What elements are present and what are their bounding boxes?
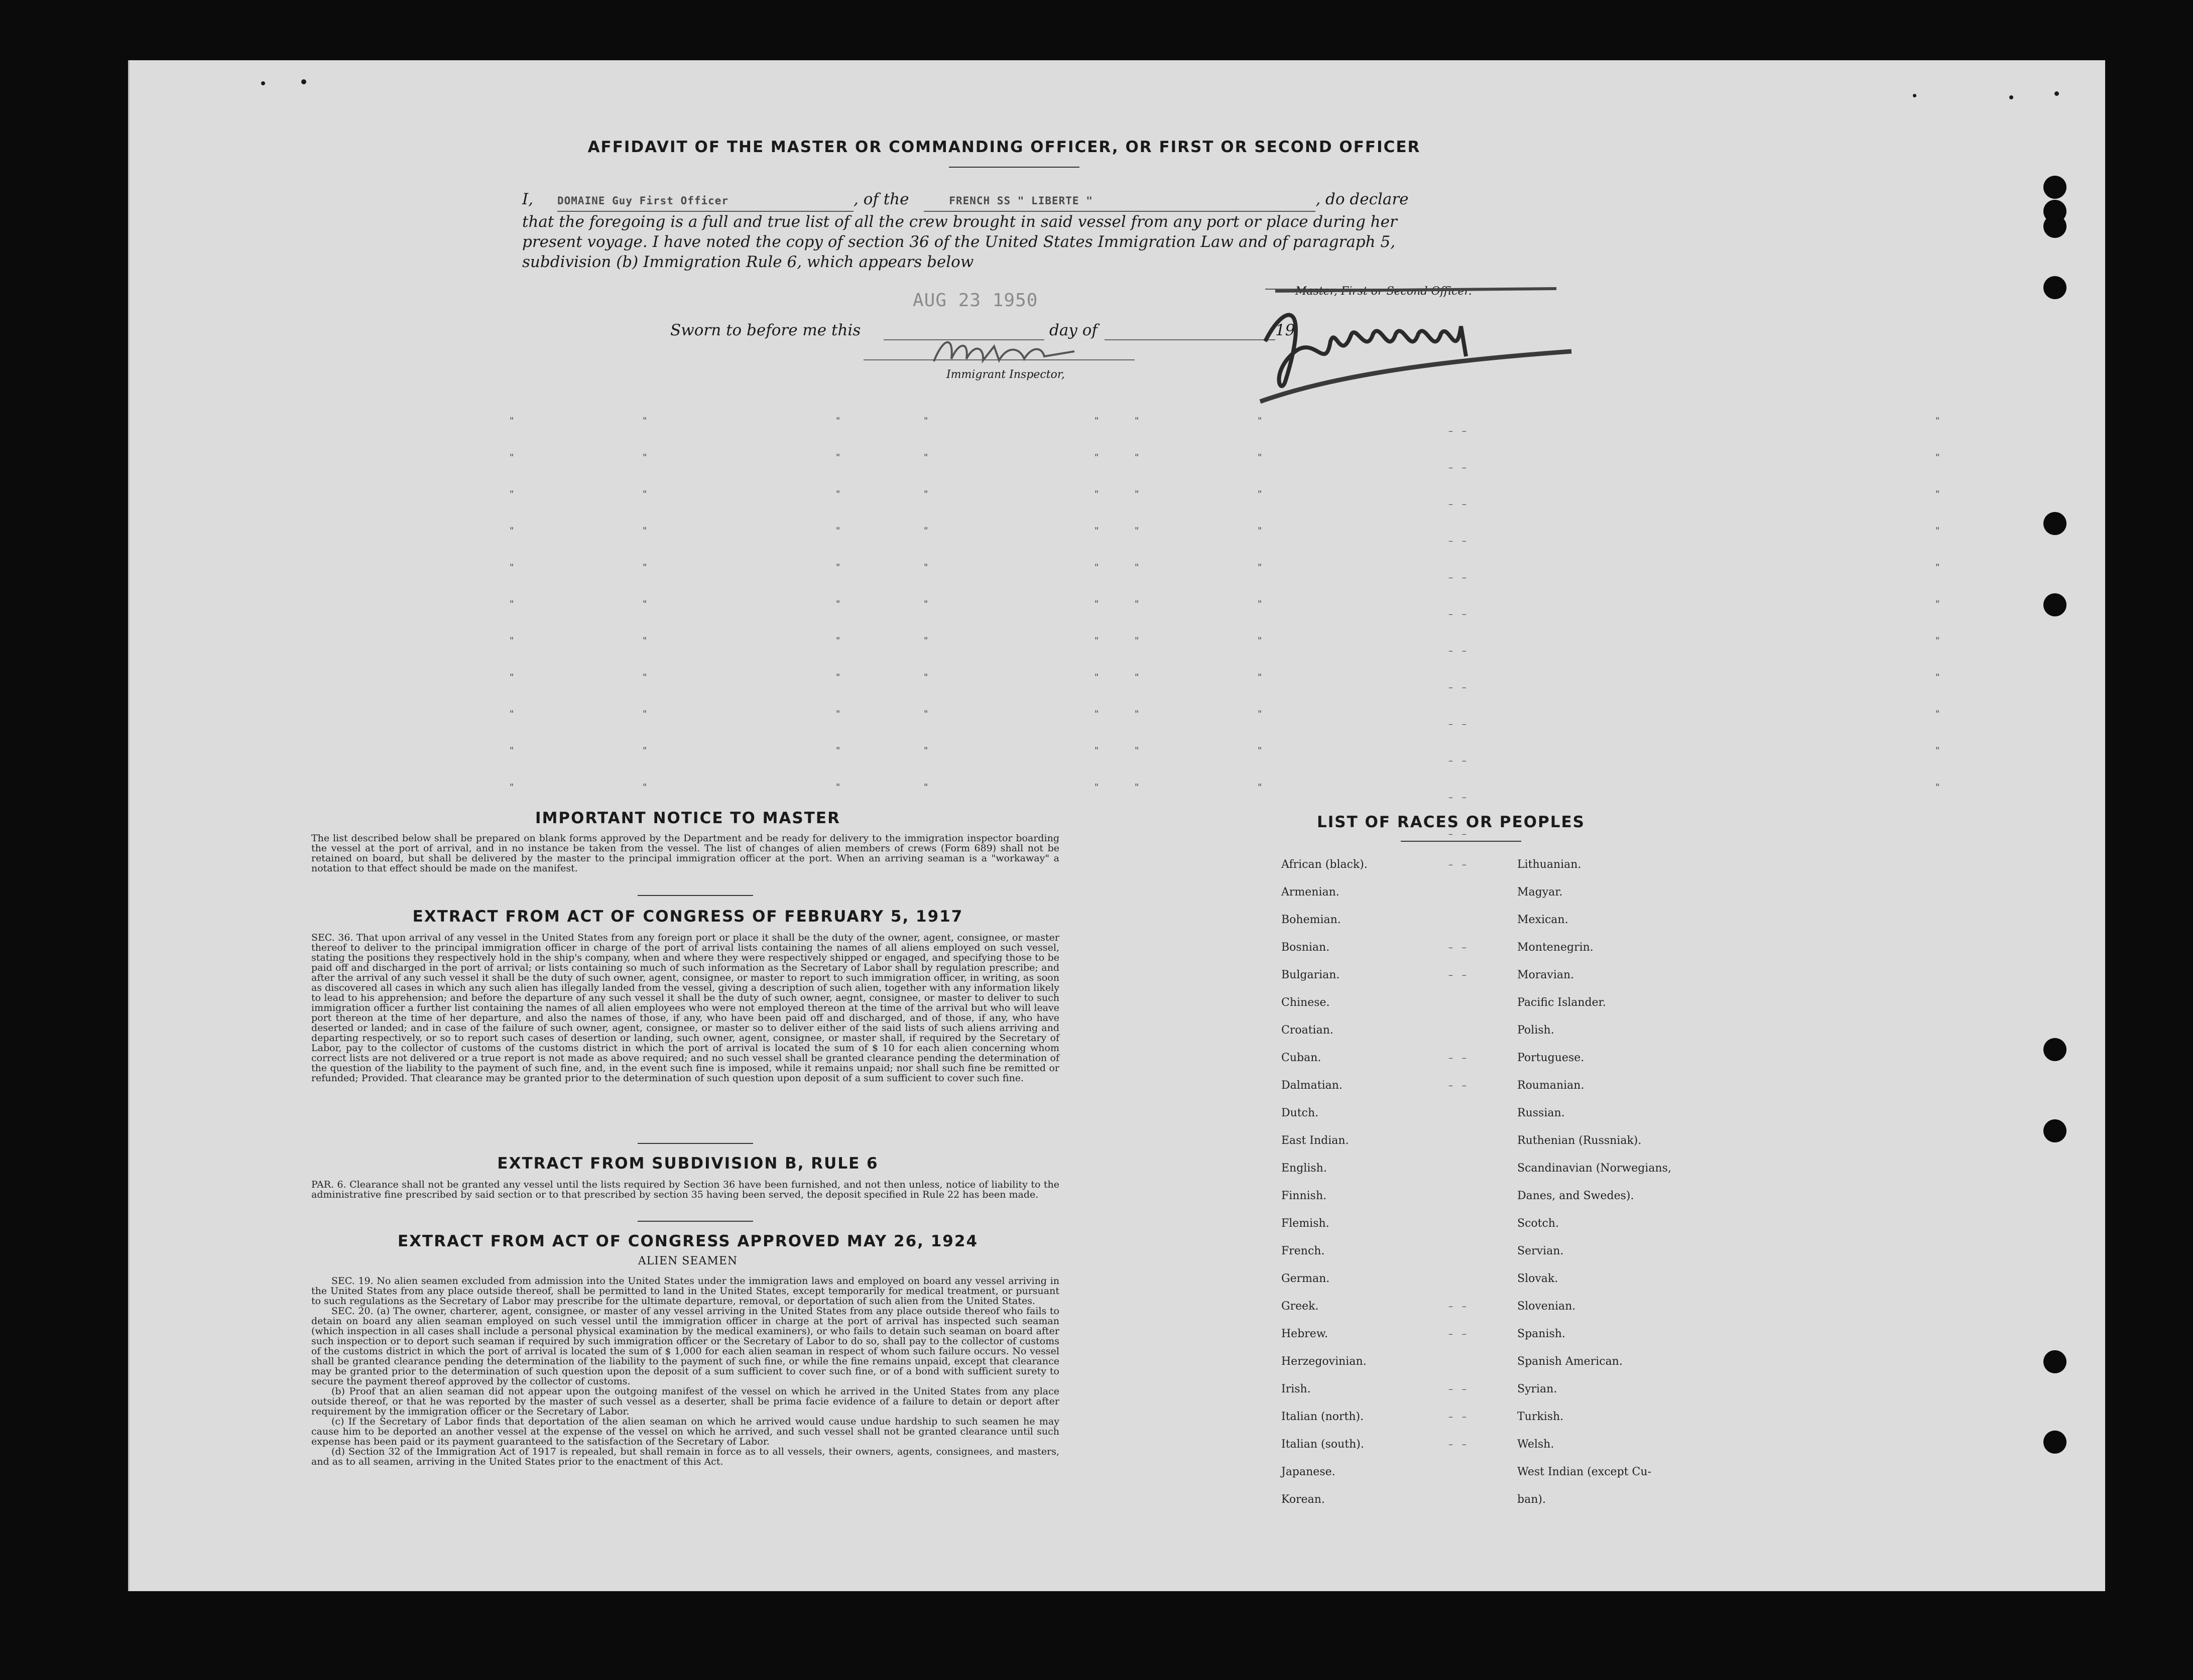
race-item: Chinese. <box>1281 996 1330 1009</box>
dash-mark: – – <box>1448 682 1470 693</box>
race-item: Welsh. <box>1517 1438 1554 1451</box>
ditto-mark: " <box>1935 709 1940 719</box>
ditto-mark: " <box>510 745 514 756</box>
ditto-mark: " <box>643 635 647 646</box>
extract-1924-sec19: SEC. 19. No alien seamen excluded from admission into the United States under the immigration laws and employed on board any vessel arriving in the United States from any place outside thereof, shall be permitted to land in the United States, except temporarily for medical treatment, or pursuant to such regulations as the Secretary of Labor may prescribe for the ultimate departure, removal, or deportation of such alien from the United States. <box>311 1275 1059 1307</box>
extract-rule6-rule <box>638 1221 753 1222</box>
ditto-mark: " <box>1094 416 1099 426</box>
ditto-mark: " <box>510 416 514 426</box>
ditto-mark: " <box>643 416 647 426</box>
ditto-mark: " <box>643 526 647 536</box>
ditto-mark: " <box>924 599 928 609</box>
race-item: Pacific Islander. <box>1517 996 1606 1009</box>
race-dash: – – <box>1448 970 1470 980</box>
extract-1924-sec20b: (b) Proof that an alien seaman did not appear upon the outgoing manifest of the vessel on which he arrived in the United States from any place outside thereof, or that he was reported by the master of such vessel as a deserter, shall be prima facie evidence of a failure to detain or deport after requirement by the immigration officer or the Secretary of Labor. <box>311 1386 1059 1417</box>
race-item: Servian. <box>1517 1245 1564 1257</box>
ditto-mark: " <box>1935 745 1940 756</box>
ditto-mark: " <box>1094 562 1099 573</box>
ditto-mark: " <box>1935 782 1940 793</box>
race-item: Polish. <box>1517 1024 1554 1037</box>
ditto-mark: " <box>1935 672 1940 683</box>
vessel-name: FRENCH SS " LIBERTE " <box>949 195 1093 207</box>
ditto-mark: " <box>1135 672 1139 683</box>
binder-hole <box>2043 593 2066 616</box>
race-item: Hebrew. <box>1281 1328 1328 1340</box>
ditto-mark: " <box>836 416 840 426</box>
ditto-mark: " <box>510 635 514 646</box>
ditto-mark: " <box>1135 452 1139 463</box>
ditto-mark: " <box>924 745 928 756</box>
race-item: Mexican. <box>1517 914 1568 926</box>
ditto-mark: " <box>1094 489 1099 499</box>
dash-mark: – – <box>1448 829 1470 839</box>
ditto-mark: " <box>510 526 514 536</box>
races-heading: LIST OF RACES OR PEOPLES <box>1316 813 1586 831</box>
speck <box>261 81 265 85</box>
year-prefix: 19 <box>1275 321 1295 339</box>
race-item: Slovak. <box>1517 1272 1558 1285</box>
ditto-mark: " <box>924 672 928 683</box>
ditto-mark: " <box>1258 526 1262 536</box>
ditto-mark: " <box>1935 562 1940 573</box>
decl-i: I, <box>522 190 534 208</box>
race-item: Herzegovinian. <box>1281 1355 1367 1368</box>
extract-1924-heading: EXTRACT FROM ACT OF CONGRESS APPROVED MAY 26, 1924 <box>397 1232 979 1250</box>
ditto-mark: " <box>643 709 647 719</box>
extract-1917-rule <box>638 1143 753 1144</box>
race-item: French. <box>1281 1245 1325 1257</box>
ditto-mark: " <box>510 452 514 463</box>
ditto-mark: " <box>1258 709 1262 719</box>
notice-body: The list described below shall be prepared on blank forms approved by the Department and be ready for delivery to the immigration inspector boarding the vessel at the port of arrival, and in no instance be taken from the vessel. The list of changes of alien members of crews (Form 689) shall not be retained on board, but shall be delivered by the master to the principal immigration officer at the port. When an arriving seaman is a "workaway" a notation to that effect should be made on the manifest. <box>311 833 1059 874</box>
dash-mark: – – <box>1448 609 1470 619</box>
ditto-mark: " <box>1094 526 1099 536</box>
ditto-mark: " <box>1258 452 1262 463</box>
ditto-mark: " <box>836 452 840 463</box>
race-item: Bohemian. <box>1281 914 1341 926</box>
ditto-mark: " <box>1258 635 1262 646</box>
binder-hole <box>2043 512 2066 535</box>
race-item: German. <box>1281 1272 1330 1285</box>
ditto-mark: " <box>836 709 840 719</box>
race-item: Magyar. <box>1517 886 1563 898</box>
race-item: Portuguese. <box>1517 1052 1585 1064</box>
race-item: Turkish. <box>1517 1410 1564 1423</box>
ditto-mark: " <box>1094 599 1099 609</box>
ditto-mark: " <box>1094 635 1099 646</box>
extract-1924-sec20c: (c) If the Secretary of Labor finds that deportation of the alien seaman on which he arrived would cause undue hardship to such seamen he may cause him to be deported an another vessel at the expense of the vessel on which he arrived, and such vessel shall not be granted clearance until such expense has been paid or its payment guaranteed to the satisfaction of the Secretary of Labor. <box>311 1416 1059 1447</box>
inspector-label: Immigrant Inspector, <box>946 368 1065 381</box>
ditto-mark: " <box>836 635 840 646</box>
speck <box>2054 91 2059 96</box>
title-rule <box>949 167 1079 168</box>
declaration-line-3: present voyage. I have noted the copy of section 36 of the United States Immigration Law and of paragraph 5, <box>522 233 1396 251</box>
race-dash: – – <box>1448 942 1470 953</box>
vessel-name-field <box>924 189 1315 212</box>
race-item: Danes, and Swedes). <box>1517 1190 1634 1202</box>
extract-1917-heading: EXTRACT FROM ACT OF CONGRESS OF FEBRUARY 5, 1917 <box>412 908 963 926</box>
race-item: Slovenian. <box>1517 1300 1576 1313</box>
extract-1924-sec20a: SEC. 20. (a) The owner, charterer, agent, consignee, or master of any vessel arriving in the United States from any place outside thereof who fails to detain on board any alien seaman employed on such vessel until the immigration officer in charge at the port of arrival has inspected such seaman (which inspection in all cases shall include a personal physical examination by the medical examiners), or who fails to detain such seaman on board after such inspection or to deport such seaman if required by such immigration officer or the Secretary of Labor to do so, shall pay to the collector of customs of the customs district in which the port of arrival is located the sum of $ 1,000 for each alien seaman in respect of whom such failure occurs. No vessel shall be granted clearance pending the determination of the liability to the payment of such fine, or while the fine remains unpaid, except that clearance may be granted prior to the determination of such question upon the deposit of a sum sufficient to cover such fine, or of a bond with sufficient surety to secure the payment thereof approved by the collector of customs. <box>311 1306 1059 1387</box>
race-item: Spanish American. <box>1517 1355 1623 1368</box>
ditto-mark: " <box>1258 672 1262 683</box>
decl-of-the: , of the <box>854 190 909 208</box>
race-item: Montenegrin. <box>1517 941 1594 954</box>
ditto-mark: " <box>1135 489 1139 499</box>
race-item: Spanish. <box>1517 1328 1565 1340</box>
race-item: Moravian. <box>1517 969 1574 981</box>
race-item: African (black). <box>1281 858 1368 871</box>
inspector-signature <box>924 331 1084 371</box>
officer-name: DOMAINE Guy First Officer <box>557 195 729 207</box>
ditto-mark: " <box>924 416 928 426</box>
race-dash: – – <box>1448 1439 1470 1450</box>
ditto-mark: " <box>924 526 928 536</box>
sworn-month-line <box>1105 339 1275 340</box>
ditto-mark: " <box>1258 782 1262 793</box>
ditto-mark: " <box>924 709 928 719</box>
ditto-mark: " <box>1094 672 1099 683</box>
dash-mark: – – <box>1448 572 1470 583</box>
ditto-mark: " <box>1094 709 1099 719</box>
race-item: Ruthenian (Russniak). <box>1517 1134 1642 1147</box>
date-stamp: AUG 23 1950 <box>913 290 1038 311</box>
ditto-mark: " <box>1094 452 1099 463</box>
extract-1924-sec20d: (d) Section 32 of the Immigration Act of 1917 is repealed, but shall remain in force as to all vessels, their owners, agents, consignees, and masters, and as to all seamen, arriving in the United States prior to the enactment of this Act. <box>311 1446 1059 1467</box>
ditto-mark: " <box>1258 745 1262 756</box>
ditto-mark: " <box>643 562 647 573</box>
race-dash: – – <box>1448 1053 1470 1063</box>
binder-hole <box>2043 176 2066 199</box>
ditto-mark: " <box>510 599 514 609</box>
race-item: Cuban. <box>1281 1052 1321 1064</box>
ditto-mark: " <box>1135 526 1139 536</box>
ditto-mark: " <box>1935 599 1940 609</box>
ditto-mark: " <box>1135 745 1139 756</box>
ditto-mark: " <box>1258 489 1262 499</box>
race-item: Finnish. <box>1281 1190 1327 1202</box>
race-item: Scandinavian (Norwegians, <box>1517 1162 1671 1175</box>
declaration-line-1 <box>522 189 1476 212</box>
race-item: Bosnian. <box>1281 941 1330 954</box>
binder-hole <box>2043 1119 2066 1142</box>
ditto-mark: " <box>1135 599 1139 609</box>
ditto-mark: " <box>836 599 840 609</box>
race-item: Irish. <box>1281 1383 1311 1395</box>
extract-1924-subheading: ALIEN SEAMEN <box>638 1255 738 1267</box>
race-dash: – – <box>1448 1301 1470 1312</box>
officer-name-field <box>557 189 854 212</box>
race-dash: – – <box>1448 1329 1470 1339</box>
race-item: Roumanian. <box>1517 1079 1585 1092</box>
ditto-mark: " <box>924 782 928 793</box>
binder-hole <box>2043 215 2066 238</box>
race-item: Korean. <box>1281 1493 1325 1506</box>
race-item: Dutch. <box>1281 1107 1319 1119</box>
ditto-mark: " <box>643 782 647 793</box>
speck <box>301 79 306 84</box>
race-dash: – – <box>1448 1080 1470 1091</box>
race-item: Greek. <box>1281 1300 1319 1313</box>
extract-1917-body: SEC. 36. That upon arrival of any vessel in the United States from any foreign port or place it shall be the duty of the owner, agent, consignee, or master thereof to deliver to the principal immigration officer in charge of the port of arrival lists containing the names of all aliens employed on such vessel, stating the positions they respectively hold in the ship's company, when and where they were respectively shipped or engaged, and specifying those to be paid off and discharged in the port of arrival; or lists containing so much of such information as the Secretary of Labor shall by regulation prescribe; and after the arrival of any such vessel it shall be the duty of such owner, agent, consignee, or master to report to such immigration officer, in writing, as soon as discovered all cases in which any such alien has illegally landed from the vessel, giving a description of such alien, together with any information likely to lead to his apprehension; and before the departure of any such vessel it shall be the duty of such owner, aegnt, consignee, or master to deliver to such immigration officer a further list containing the names of all alien employees who were not employed thereon at the time of the arrival but who will leave port thereon at the time of her departure, and also the names of those, if any, who have been paid off and discharged, and of those, if any, who have deserted or landed; and in case of the failure of such owner, agent, consignee, or master so to deliver either of the said lists of such aliens arriving and departing respectively, or so to report such cases of desertion or landing, such owner, agent, consignee, or master shall, if required by the Secretary of Labor, pay to the collector of customs of the customs district in which the port of arrival is located the sum of $ 10 for each alien concerning whom correct lists are not delivered or a true report is not made as above required; and no such vessel shall be granted clearance pending the determination of the question of the liability to the payment of such fine, and, in the event such fine is imposed, while it remains unpaid; nor shall such fine be remitted or refunded; Provided. That clearance may be granted prior to the determination of such question upon deposit of a sum sufficient to cover such fine. <box>311 932 1059 1084</box>
ditto-mark: " <box>1135 709 1139 719</box>
ditto-mark: " <box>1094 745 1099 756</box>
ditto-mark: " <box>924 452 928 463</box>
speck <box>2009 95 2013 99</box>
race-item: Bulgarian. <box>1281 969 1340 981</box>
master-label: Master, First or Second Officer. <box>1295 285 1472 298</box>
notice-rule <box>638 895 753 896</box>
binder-hole <box>2043 1431 2066 1454</box>
dash-mark: – – <box>1448 426 1470 436</box>
declaration <box>522 189 1476 272</box>
ditto-mark: " <box>924 489 928 499</box>
race-item: Japanese. <box>1281 1466 1335 1478</box>
binder-hole <box>2043 1038 2066 1061</box>
dash-mark: – – <box>1448 462 1470 473</box>
race-item: ban). <box>1517 1493 1546 1506</box>
binder-hole <box>2043 1350 2066 1373</box>
ditto-mark: " <box>836 745 840 756</box>
ditto-mark: " <box>1135 635 1139 646</box>
ditto-mark: " <box>924 635 928 646</box>
ditto-mark: " <box>1258 599 1262 609</box>
ditto-mark: " <box>924 562 928 573</box>
dash-mark: – – <box>1448 645 1470 656</box>
ditto-mark: " <box>1258 562 1262 573</box>
ditto-mark: " <box>510 562 514 573</box>
race-item: Italian (south). <box>1281 1438 1364 1451</box>
ditto-mark: " <box>510 709 514 719</box>
ditto-mark: " <box>836 489 840 499</box>
ditto-mark: " <box>510 489 514 499</box>
race-item: Armenian. <box>1281 886 1339 898</box>
ditto-mark: " <box>836 782 840 793</box>
ditto-mark: " <box>836 672 840 683</box>
race-item: East Indian. <box>1281 1134 1349 1147</box>
dash-mark: – – <box>1448 792 1470 803</box>
ditto-mark: " <box>1135 562 1139 573</box>
ditto-mark: " <box>643 452 647 463</box>
race-item: Scotch. <box>1517 1217 1559 1230</box>
binder-hole <box>2043 276 2066 299</box>
race-item: English. <box>1281 1162 1327 1175</box>
extract-rule6-heading: EXTRACT FROM SUBDIVISION B, RULE 6 <box>497 1154 879 1173</box>
ditto-mark: " <box>510 672 514 683</box>
ditto-mark: " <box>643 745 647 756</box>
decl-do-declare: , do declare <box>1315 190 1409 208</box>
affidavit-title: AFFIDAVIT OF THE MASTER OR COMMANDING OFFICER, OR FIRST OR SECOND OFFICER <box>587 138 1421 156</box>
ditto-mark: " <box>1094 782 1099 793</box>
race-dash: – – <box>1448 1384 1470 1394</box>
master-signature <box>1255 281 1576 412</box>
ditto-mark: " <box>1135 416 1139 426</box>
extract-1924-body <box>311 1276 1059 1467</box>
ditto-mark: " <box>1135 782 1139 793</box>
ditto-mark: " <box>1935 416 1940 426</box>
dash-mark: – – <box>1448 536 1470 546</box>
race-item: Flemish. <box>1281 1217 1329 1230</box>
races-rule <box>1401 841 1521 842</box>
ditto-mark: " <box>1935 452 1940 463</box>
ditto-mark: " <box>836 562 840 573</box>
declaration-line-2: that the foregoing is a full and true list of all the crew brought in said vessel from any port or place during her <box>522 213 1397 231</box>
extract-rule6-body: PAR. 6. Clearance shall not be granted any vessel until the lists required by Section 36 have been furnished, and not then unless, notice of liability to the administrative fine prescribed by said section or to that prescribed by section 35 having been served, the deposit specified in Rule 22 has been made. <box>311 1179 1059 1200</box>
dash-mark: – – <box>1448 755 1470 766</box>
ditto-mark: " <box>643 599 647 609</box>
declaration-line-4: subdivision (b) Immigration Rule 6, which appears below <box>522 253 974 271</box>
race-dash: – – <box>1448 859 1470 870</box>
race-item: Russian. <box>1517 1107 1565 1119</box>
race-item: Lithuanian. <box>1517 858 1581 871</box>
sworn-text: Sworn to before me this <box>670 321 861 339</box>
race-item: West Indian (except Cu- <box>1517 1466 1651 1478</box>
ditto-mark: " <box>643 672 647 683</box>
ditto-mark: " <box>1935 635 1940 646</box>
ditto-mark: " <box>510 782 514 793</box>
day-of-text: day of <box>1049 321 1098 339</box>
notice-heading: IMPORTANT NOTICE TO MASTER <box>535 809 840 827</box>
speck <box>1913 94 1916 97</box>
dash-mark: – – <box>1448 499 1470 509</box>
dash-mark: – – <box>1448 719 1470 729</box>
ditto-mark: " <box>1935 489 1940 499</box>
ditto-mark: " <box>836 526 840 536</box>
race-item: Italian (north). <box>1281 1410 1364 1423</box>
race-item: Syrian. <box>1517 1383 1557 1395</box>
ditto-mark: " <box>1935 526 1940 536</box>
race-item: Croatian. <box>1281 1024 1333 1037</box>
ditto-mark: " <box>643 489 647 499</box>
race-item: Dalmatian. <box>1281 1079 1343 1092</box>
ditto-mark: " <box>1258 416 1262 426</box>
race-dash: – – <box>1448 1411 1470 1422</box>
